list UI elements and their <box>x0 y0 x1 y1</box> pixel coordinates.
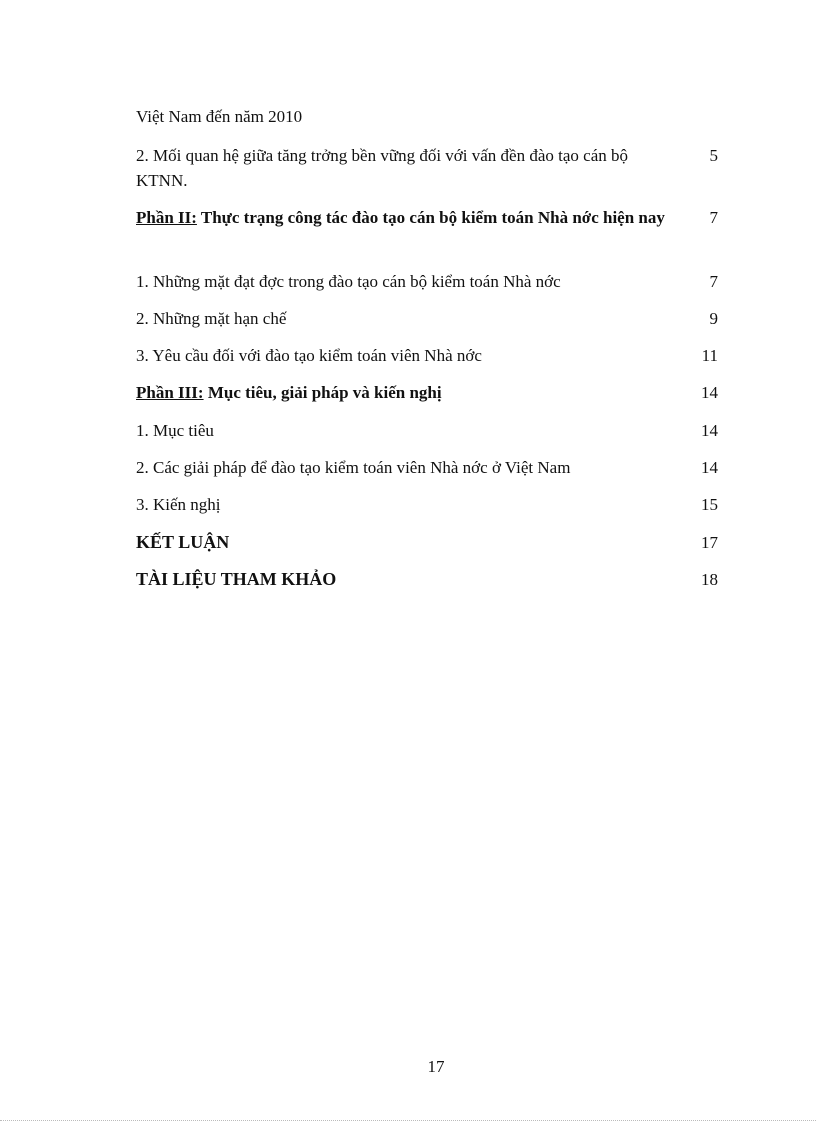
toc-entry-page: 11 <box>701 346 718 365</box>
toc-entry-text: Mục tiêu, giải pháp và kiến nghị <box>203 383 442 402</box>
toc-entry[interactable] <box>136 143 718 193</box>
toc-entry-text: 2. Các giải pháp để đào tạo kiểm toán viên Nhà nớc ở Việt Nam <box>136 458 571 477</box>
toc-entry-text: 2. Mối quan hệ giữa tăng trởng bền vững đối với vấn đền đào tạo cán bộ KTNN. <box>136 146 628 190</box>
toc-entry[interactable] <box>136 492 718 517</box>
toc-entry-page: 14 <box>701 421 718 440</box>
toc-entry-page: 7 <box>709 208 718 227</box>
toc-entry-page: 15 <box>701 495 718 514</box>
toc-entry-references[interactable] <box>136 567 718 592</box>
toc-entry-page: 7 <box>709 272 718 291</box>
toc-entry-page: 5 <box>709 146 718 165</box>
page-number: 17 <box>427 1057 445 1076</box>
toc-entry-page: 9 <box>709 309 718 328</box>
toc-entry-page: 14 <box>701 458 718 477</box>
toc-entry-conclusion[interactable] <box>136 530 718 555</box>
toc-entry-text: 3. Yêu cầu đối với đào tạo kiểm toán viên Nhà nớc <box>136 346 482 365</box>
toc-entry-page: 14 <box>701 383 718 402</box>
toc-entry[interactable] <box>136 455 718 480</box>
toc-entry-text: TÀI LIỆU THAM KHẢO <box>136 569 337 589</box>
toc-entry-text: 2. Những mặt hạn chế <box>136 309 287 328</box>
toc-entry-text: 1. Mục tiêu <box>136 421 214 440</box>
toc-entry[interactable] <box>136 306 718 331</box>
toc-entry-text: Thực trạng công tác đào tạo cán bộ kiểm toán Nhà nớc hiện nay <box>196 208 665 227</box>
toc-entry-continuation <box>136 104 718 129</box>
toc-entry-text: Việt Nam đến năm 2010 <box>136 107 303 126</box>
toc-entry-text: 3. Kiến nghị <box>136 495 221 514</box>
toc-entry-page: 18 <box>701 570 718 589</box>
toc-section-heading[interactable] <box>136 380 718 405</box>
toc-entry[interactable] <box>136 418 718 443</box>
toc-entry-text: 1. Những mặt đạt đợc trong đào tạo cán bộ kiểm toán Nhà nớc <box>136 272 561 291</box>
section-prefix: Phần II: <box>136 208 197 227</box>
toc-entry[interactable] <box>136 269 718 294</box>
section-prefix: Phần III: <box>136 383 204 402</box>
page-bottom-border <box>0 1120 816 1121</box>
toc-entry-page: 17 <box>701 533 718 552</box>
toc-entry[interactable] <box>136 343 718 368</box>
toc-section-heading[interactable] <box>136 205 718 230</box>
toc-entry-text: KẾT LUẬN <box>136 532 230 552</box>
